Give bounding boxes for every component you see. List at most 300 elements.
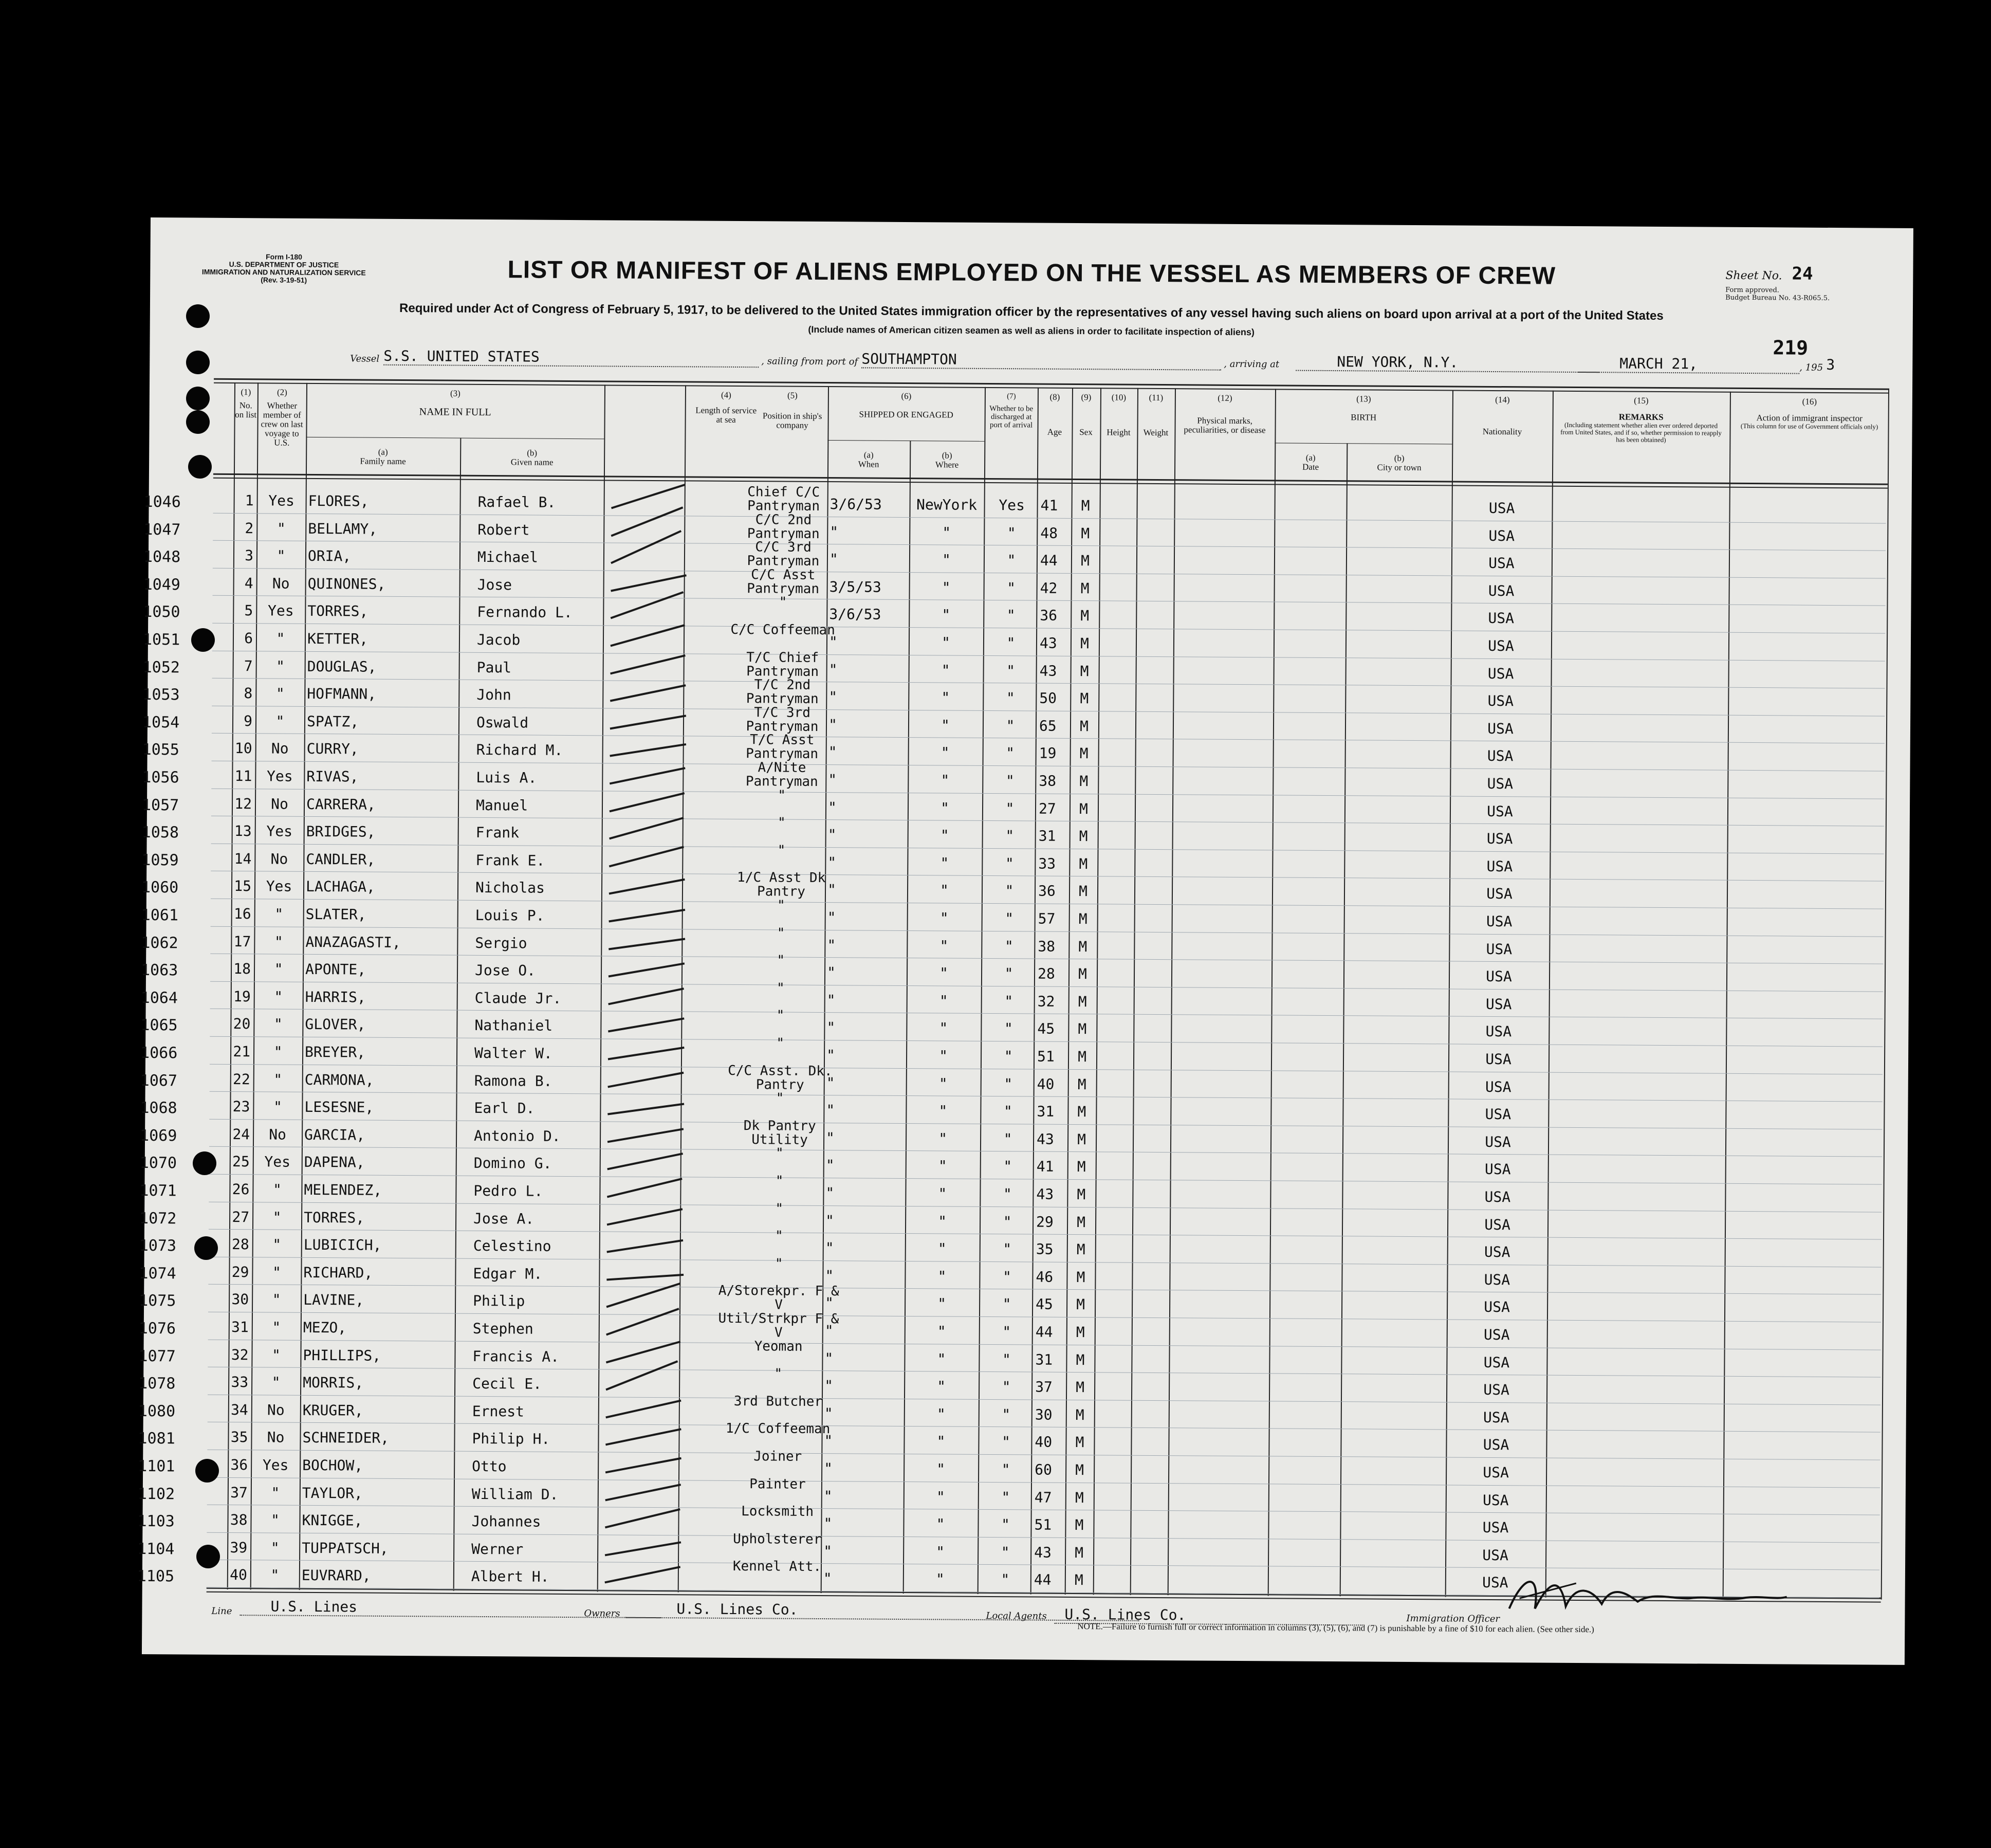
cell-where: " xyxy=(936,1460,946,1478)
agents-value: U.S. Lines Co. xyxy=(1054,1606,1362,1626)
cell-age: 32 xyxy=(1037,993,1055,1010)
pen-check-mark xyxy=(608,987,684,1005)
pen-check-mark xyxy=(610,624,685,647)
cell-margin: 1066 xyxy=(140,1044,178,1063)
cell-family: SPATZ, xyxy=(306,712,359,730)
cell-no: 12 xyxy=(234,795,252,812)
cell-position: " xyxy=(779,594,787,610)
cell-margin: 1081 xyxy=(138,1430,175,1448)
cell-prior: No xyxy=(267,1429,285,1447)
cell-when: " xyxy=(827,826,837,844)
cell-position: 1/C Coffeeman xyxy=(725,1421,831,1437)
cell-discharged: " xyxy=(1003,1103,1012,1120)
cell-discharged: " xyxy=(1006,662,1016,679)
cell-position: " xyxy=(775,1256,783,1272)
cell-when: " xyxy=(828,743,837,761)
row-rule xyxy=(213,568,1886,579)
cell-discharged: " xyxy=(1004,1048,1013,1065)
cell-when: " xyxy=(826,1047,836,1064)
col-title: BIRTH xyxy=(1351,412,1377,423)
cell-age: 44 xyxy=(1040,552,1058,569)
cell-age: 41 xyxy=(1036,1158,1054,1176)
sheet-number-value: 24 xyxy=(1792,263,1813,284)
cell-where: " xyxy=(937,1323,946,1340)
col-6a-header xyxy=(827,450,910,469)
cell-discharged: " xyxy=(1003,1130,1012,1148)
row-rule xyxy=(208,1395,1881,1405)
col-title: Age xyxy=(1047,427,1062,437)
cell-sex: M xyxy=(1079,717,1089,735)
row-rule xyxy=(209,1119,1882,1130)
cell-prior: No xyxy=(271,795,288,813)
cell-no: 39 xyxy=(230,1539,248,1556)
cell-given: Jacob xyxy=(476,631,521,649)
cell-margin: 1077 xyxy=(138,1347,176,1365)
cell-discharged: " xyxy=(1005,854,1014,872)
punch-hole xyxy=(186,410,210,434)
cell-when: " xyxy=(828,633,838,651)
row-rule xyxy=(209,1174,1882,1185)
cell-nationality: USA xyxy=(1488,610,1515,627)
col-13b-header xyxy=(1347,453,1452,472)
pen-check-mark xyxy=(609,846,684,867)
row-rule xyxy=(210,981,1883,992)
col-16-header xyxy=(1735,397,1884,431)
cell-age: 65 xyxy=(1039,717,1057,735)
pen-check-mark xyxy=(608,1047,685,1060)
cell-age: 30 xyxy=(1035,1406,1053,1423)
cell-prior: Yes xyxy=(266,877,292,895)
cell-no: 14 xyxy=(234,850,252,868)
pen-check-mark xyxy=(609,938,685,950)
cell-where: " xyxy=(942,524,951,541)
row-rule xyxy=(207,1505,1880,1515)
col-title: Sex xyxy=(1079,427,1093,437)
form-id-line: IMMIGRATION AND NATURALIZATION SERVICE xyxy=(201,267,366,277)
cell-family: SCHNEIDER, xyxy=(302,1429,390,1447)
cell-when: " xyxy=(823,1487,833,1505)
agents-label: Local Agents xyxy=(986,1610,1047,1622)
pen-check-mark xyxy=(607,1153,683,1170)
pen-check-mark xyxy=(610,767,686,784)
col-title: Nationality xyxy=(1482,426,1522,437)
cell-position: " xyxy=(776,980,785,996)
cell-sex: M xyxy=(1077,1130,1086,1148)
punch-hole xyxy=(186,351,210,374)
cell-prior: No xyxy=(267,1401,285,1419)
cell-family: RICHARD, xyxy=(303,1264,373,1282)
cell-when: " xyxy=(824,1460,833,1477)
cell-margin: 1103 xyxy=(137,1512,175,1531)
cell-sex: M xyxy=(1077,1075,1086,1093)
cell-sex: M xyxy=(1076,1296,1085,1313)
punch-hole xyxy=(186,387,210,410)
cell-family: ORIA, xyxy=(307,547,352,565)
cell-no: 34 xyxy=(231,1401,248,1418)
cell-given: Earl D. xyxy=(474,1100,535,1117)
cell-nationality: USA xyxy=(1482,1574,1508,1591)
col-num: (14) xyxy=(1495,394,1510,405)
line-value: U.S. Lines xyxy=(239,1598,661,1618)
cell-age: 50 xyxy=(1039,689,1057,707)
cell-where: " xyxy=(942,579,951,596)
row-rule xyxy=(208,1422,1881,1433)
col-num: (a) xyxy=(378,447,388,457)
cell-margin: 1060 xyxy=(141,879,179,897)
cell-sex: M xyxy=(1080,662,1089,680)
cell-where: " xyxy=(938,1130,948,1147)
cell-no: 3 xyxy=(245,547,254,564)
cell-age: 51 xyxy=(1037,1048,1055,1065)
cell-position: T/C Chief Pantryman xyxy=(746,649,819,680)
cell-prior: No xyxy=(270,850,288,868)
col-15-header xyxy=(1557,396,1725,444)
col-num: (7) xyxy=(1007,392,1016,401)
cell-where: " xyxy=(941,634,950,651)
cell-nationality: USA xyxy=(1488,527,1515,544)
cell-no: 13 xyxy=(234,822,252,840)
cell-age: 45 xyxy=(1037,1020,1055,1038)
sailing-label: , sailing from port of xyxy=(761,356,858,368)
cell-age: 60 xyxy=(1035,1461,1052,1478)
cell-margin: 1102 xyxy=(137,1485,175,1503)
cell-age: 36 xyxy=(1040,607,1058,625)
cell-family: TORRES, xyxy=(307,602,368,620)
col-num: (a) xyxy=(1305,452,1316,463)
col-4-header xyxy=(695,390,757,425)
cell-discharged: " xyxy=(1001,1516,1010,1533)
cell-sex: M xyxy=(1075,1544,1084,1561)
cell-age: 37 xyxy=(1035,1378,1053,1396)
cell-discharged: " xyxy=(1006,689,1015,707)
cell-family: LUBICICH, xyxy=(303,1236,382,1254)
cell-no: 40 xyxy=(230,1566,247,1584)
cell-given: Domino G. xyxy=(473,1155,552,1173)
vessel-label: Vessel xyxy=(350,353,380,364)
cell-sex: M xyxy=(1079,745,1089,762)
table-grid xyxy=(151,217,1913,228)
cell-nationality: USA xyxy=(1488,637,1514,655)
cell-family: BRIDGES, xyxy=(306,823,376,840)
cell-no: 30 xyxy=(231,1291,249,1308)
col-num: (1) xyxy=(241,387,251,397)
col-9-header xyxy=(1072,393,1100,437)
cell-no: 38 xyxy=(230,1511,248,1529)
cell-age: 47 xyxy=(1034,1489,1052,1506)
pen-check-mark xyxy=(607,1208,683,1225)
cell-nationality: USA xyxy=(1482,1491,1509,1509)
sailing-port: SOUTHAMPTON xyxy=(861,350,1221,370)
cell-position: " xyxy=(777,925,785,941)
cell-family: FLORES, xyxy=(308,492,369,510)
cell-discharged: " xyxy=(1003,1185,1012,1203)
cell-given: Pedro L. xyxy=(473,1182,543,1200)
penalty-note: NOTE.—Failure to furnish full or correct information in columns (3), (5), (6), and (7) is punishable by a fine of $10 for each alien. (See other side.) xyxy=(1077,1621,1594,1635)
cell-where: " xyxy=(941,717,950,734)
col-title: Whether to be discharged at port of arrival xyxy=(989,404,1034,430)
pen-check-mark xyxy=(609,817,684,839)
cell-discharged: " xyxy=(1003,1213,1012,1230)
cell-when: 3/5/53 xyxy=(829,578,881,596)
cell-position: Kennel Att. xyxy=(732,1559,822,1575)
cell-given: Sergio xyxy=(475,934,527,952)
cell-age: 38 xyxy=(1038,938,1056,955)
cell-position: 1/C Asst Dk Pantry xyxy=(736,870,826,900)
cell-discharged: " xyxy=(1001,1461,1010,1478)
cell-age: 31 xyxy=(1037,1103,1055,1120)
cell-discharged: " xyxy=(1007,579,1016,597)
cell-discharged: " xyxy=(1005,799,1015,817)
cell-position: " xyxy=(777,953,785,968)
cell-discharged: " xyxy=(1005,910,1014,927)
cell-position: " xyxy=(777,898,785,913)
col-title: Physical marks, peculiarities, or disease xyxy=(1184,415,1266,435)
punch-hole xyxy=(186,304,210,328)
cell-when: " xyxy=(824,1322,834,1340)
col-title: Whether member of crew on last voyage to U.S. xyxy=(261,400,303,448)
cell-given: Otto xyxy=(472,1457,507,1475)
cell-margin: 1047 xyxy=(143,520,181,539)
cell-position: C/C Asst Pantryman xyxy=(747,566,820,597)
cell-nationality: USA xyxy=(1488,582,1515,600)
cell-prior: No xyxy=(269,1126,287,1143)
cell-family: HARRIS, xyxy=(305,988,366,1006)
cell-margin: 1057 xyxy=(141,796,179,814)
pen-check-mark xyxy=(605,1360,678,1390)
cell-sex: M xyxy=(1077,1158,1086,1176)
cell-sex: M xyxy=(1075,1516,1084,1534)
cell-given: Rafael B. xyxy=(477,493,556,511)
vessel-name: S.S. UNITED STATES xyxy=(383,347,759,368)
cell-position: " xyxy=(778,788,786,803)
pen-check-mark xyxy=(607,1071,684,1088)
cell-nationality: USA xyxy=(1485,1050,1511,1068)
cell-no: 37 xyxy=(230,1484,248,1501)
cell-sex: M xyxy=(1076,1351,1085,1368)
cell-given: Ernest xyxy=(472,1402,525,1420)
cell-where: " xyxy=(937,1240,947,1257)
cell-discharged: " xyxy=(1002,1350,1011,1368)
cell-when: " xyxy=(826,1102,835,1119)
col-11-header xyxy=(1137,393,1175,437)
cell-age: 45 xyxy=(1036,1295,1053,1313)
col-3b-header xyxy=(460,448,604,468)
col-title: When xyxy=(858,459,879,469)
cell-when: " xyxy=(829,523,839,540)
pen-check-mark xyxy=(606,1239,683,1253)
col-title: Weight xyxy=(1143,427,1169,438)
cell-family: MORRIS, xyxy=(303,1374,364,1392)
cell-discharged: " xyxy=(1005,882,1014,900)
cell-given: Claude Jr. xyxy=(474,989,562,1007)
cell-given: Louis P. xyxy=(475,906,545,924)
cell-discharged: " xyxy=(1002,1323,1011,1341)
cell-given: Nathaniel xyxy=(474,1017,553,1035)
row-rule xyxy=(212,623,1885,634)
cell-when: " xyxy=(826,991,836,1009)
cell-nationality: USA xyxy=(1484,1243,1510,1261)
cell-prior: " xyxy=(274,960,283,978)
cell-where: NewYork xyxy=(916,496,978,514)
cell-position: " xyxy=(775,1228,783,1244)
cell-nationality: USA xyxy=(1486,857,1513,875)
cell-when: " xyxy=(828,771,837,789)
cell-margin: 1053 xyxy=(142,686,180,704)
col-10-header xyxy=(1100,393,1137,437)
cell-nationality: USA xyxy=(1483,1381,1509,1399)
pen-check-mark xyxy=(605,1541,681,1556)
cell-prior: " xyxy=(271,1484,280,1502)
cell-given: Jose O. xyxy=(474,962,536,979)
cell-margin: 1048 xyxy=(143,548,181,566)
cell-when: " xyxy=(827,936,836,954)
arriving-label: , arriving at xyxy=(1224,358,1280,370)
cell-prior: " xyxy=(270,1566,280,1584)
cell-discharged: Yes xyxy=(999,497,1025,514)
cell-prior: No xyxy=(271,740,289,758)
cell-no: 27 xyxy=(232,1208,250,1225)
cell-sex: M xyxy=(1078,993,1087,1010)
col-title: No. on list xyxy=(235,400,257,420)
cell-given: Jose A. xyxy=(473,1210,534,1228)
cell-nationality: USA xyxy=(1487,802,1513,820)
cell-prior: " xyxy=(274,905,284,923)
cell-family: CARRERA, xyxy=(306,795,376,813)
cell-discharged: " xyxy=(1005,827,1015,845)
cell-no: 19 xyxy=(233,987,251,1005)
cell-no: 17 xyxy=(233,932,251,950)
col-num: (16) xyxy=(1802,396,1817,407)
cell-given: Jose xyxy=(477,576,512,594)
cell-given: Stephen xyxy=(472,1320,533,1338)
pen-check-mark xyxy=(605,1399,681,1418)
col-title: City or town xyxy=(1377,462,1422,473)
cell-margin: 1067 xyxy=(140,1071,178,1090)
cell-position: Joiner xyxy=(753,1449,802,1465)
cell-discharged: " xyxy=(1001,1488,1010,1506)
punch-hole xyxy=(188,455,212,479)
row-rule xyxy=(213,595,1886,606)
cell-no: 2 xyxy=(245,519,254,537)
cell-where: " xyxy=(939,964,949,982)
cell-no: 35 xyxy=(230,1429,248,1446)
cell-given: William D. xyxy=(471,1485,559,1503)
cell-when: " xyxy=(825,1157,835,1174)
cell-family: KNIGGE, xyxy=(302,1512,363,1529)
cell-margin: 1078 xyxy=(138,1375,176,1393)
form-approved-line: Budget Bureau No. 43-R065.5. xyxy=(1725,294,1830,302)
cell-age: 40 xyxy=(1035,1433,1053,1451)
row-rule xyxy=(210,954,1883,964)
cell-no: 16 xyxy=(233,905,251,923)
cell-given: Fernando L. xyxy=(477,603,573,621)
col-subtitle: (This column for use of Government officials only) xyxy=(1740,422,1878,431)
cell-margin: 1101 xyxy=(138,1457,175,1476)
cell-position: Dk Pantry Utility xyxy=(743,1118,816,1148)
cell-nationality: USA xyxy=(1485,995,1512,1013)
cell-age: 43 xyxy=(1036,1185,1054,1203)
cell-prior: " xyxy=(276,520,286,537)
cell-position: Locksmith xyxy=(741,1504,814,1520)
cell-prior: Yes xyxy=(264,1153,291,1171)
cell-margin: 1076 xyxy=(138,1319,176,1338)
cell-margin: 1070 xyxy=(139,1154,177,1173)
pen-check-mark xyxy=(611,506,683,537)
cell-margin: 1073 xyxy=(139,1237,177,1255)
col-title: Family name xyxy=(360,456,406,467)
col-num: (12) xyxy=(1218,393,1232,403)
cell-prior: No xyxy=(272,575,290,592)
col-title: NAME IN FULL xyxy=(419,406,491,418)
cell-sex: M xyxy=(1080,579,1090,597)
cell-nationality: USA xyxy=(1485,1106,1511,1123)
cell-prior: " xyxy=(271,1374,281,1391)
pen-check-mark xyxy=(609,792,685,812)
col-8-header xyxy=(1037,393,1072,437)
cell-nationality: USA xyxy=(1485,1023,1512,1040)
cell-no: 4 xyxy=(244,574,253,592)
cell-when: " xyxy=(827,798,837,816)
cell-when: " xyxy=(825,1212,835,1229)
cell-where: " xyxy=(936,1543,945,1561)
cell-when: " xyxy=(827,881,836,899)
cell-prior: Yes xyxy=(266,822,293,840)
cell-margin: 1052 xyxy=(142,658,180,676)
cell-family: DAPENA, xyxy=(304,1154,365,1171)
cell-where: " xyxy=(942,606,951,624)
cell-given: Frank xyxy=(475,824,520,841)
cell-age: 31 xyxy=(1038,827,1056,845)
cell-family: GLOVER, xyxy=(305,1016,366,1033)
cell-age: 44 xyxy=(1034,1571,1052,1589)
cell-family: BREYER, xyxy=(304,1043,366,1061)
cell-when: " xyxy=(828,716,837,733)
cell-age: 43 xyxy=(1039,662,1057,680)
col-num: (b) xyxy=(527,448,538,458)
sheet-number xyxy=(1725,263,1813,284)
cell-position: A/Nite Pantryman xyxy=(745,760,818,790)
manifest-sheet xyxy=(137,217,1913,1665)
cell-age: 44 xyxy=(1035,1323,1053,1341)
cell-when: " xyxy=(826,1019,836,1036)
row-rule xyxy=(209,1201,1882,1212)
cell-prior: Yes xyxy=(266,767,293,785)
col-title: Height xyxy=(1107,427,1131,437)
row-rule xyxy=(210,1036,1883,1047)
cell-age: 51 xyxy=(1034,1516,1052,1533)
col-num: (11) xyxy=(1149,392,1164,403)
col-5-header xyxy=(757,391,827,430)
cell-age: 36 xyxy=(1038,882,1056,900)
pen-check-mark xyxy=(610,715,687,729)
cell-age: 19 xyxy=(1039,744,1057,762)
officer-label: Immigration Officer xyxy=(1406,1613,1500,1625)
owners-value: U.S. Lines Co. xyxy=(625,1600,1139,1621)
cell-nationality: USA xyxy=(1483,1463,1509,1481)
cell-position: C/C Coffeeman xyxy=(730,621,835,638)
cell-when: " xyxy=(823,1515,833,1532)
cell-nationality: USA xyxy=(1482,1546,1509,1564)
cell-where: " xyxy=(940,854,949,872)
cell-no: 36 xyxy=(230,1456,248,1474)
cell-nationality: USA xyxy=(1487,665,1514,682)
cell-nationality: USA xyxy=(1487,747,1514,765)
cell-discharged: " xyxy=(1007,552,1016,569)
punch-hole xyxy=(193,1151,216,1175)
row-rule xyxy=(212,706,1885,717)
cell-sex: M xyxy=(1078,938,1087,955)
cell-given: Johannes xyxy=(471,1513,541,1530)
